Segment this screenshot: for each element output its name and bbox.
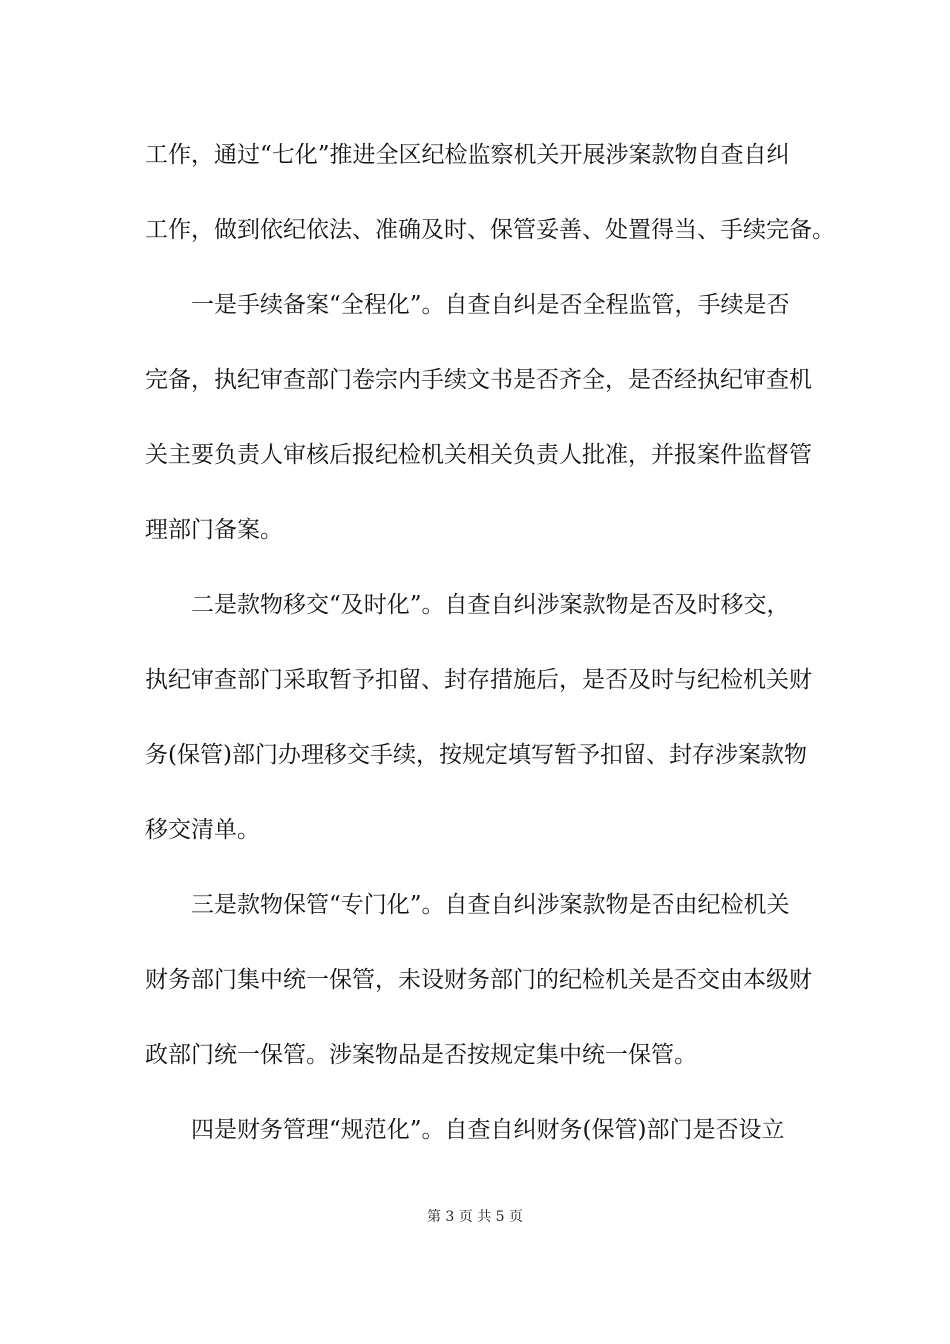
text-line: 工作，通过“七化”推进全区纪检监察机关开展涉案款物自查自纠 [145, 142, 790, 168]
body-text [145, 133, 835, 1183]
page-number-footer: 第 3 页 共 5 页 [426, 1209, 524, 1225]
text-line: 理部门备案。 [145, 517, 283, 543]
text-line: 工作，做到依纪依法、准确及时、保管妥善、处置得当、手续完备。 [145, 217, 835, 243]
text-line: 财务部门集中统一保管，未设财务部门的纪检机关是否交由本级财 [145, 967, 812, 993]
paragraph-start-line: 二是款物移交“及时化”。自查自纠涉案款物是否及时移交， [191, 592, 790, 618]
text-line: 关主要负责人审核后报纪检机关相关负责人批准，并报案件监督管 [145, 442, 812, 468]
text-line: 移交清单。 [145, 817, 260, 843]
text-line: 务(保管)部门办理移交手续，按规定填写暂予扣留、封存涉案款物 [145, 742, 807, 768]
text-line: 执纪审查部门采取暂予扣留、封存措施后，是否及时与纪检机关财 [145, 667, 812, 693]
text-line: 完备，执纪审查部门卷宗内手续文书是否齐全，是否经执纪审查机 [145, 367, 812, 393]
paragraph-start-line: 一是手续备案“全程化”。自查自纠是否全程监管，手续是否 [191, 292, 790, 318]
paragraph-start-line: 三是款物保管“专门化”。自查自纠涉案款物是否由纪检机关 [191, 892, 790, 918]
text-line: 政部门统一保管。涉案物品是否按规定集中统一保管。 [145, 1042, 697, 1068]
paragraph-start-line: 四是财务管理“规范化”。自查自纠财务(保管)部门是否设立 [191, 1117, 785, 1143]
